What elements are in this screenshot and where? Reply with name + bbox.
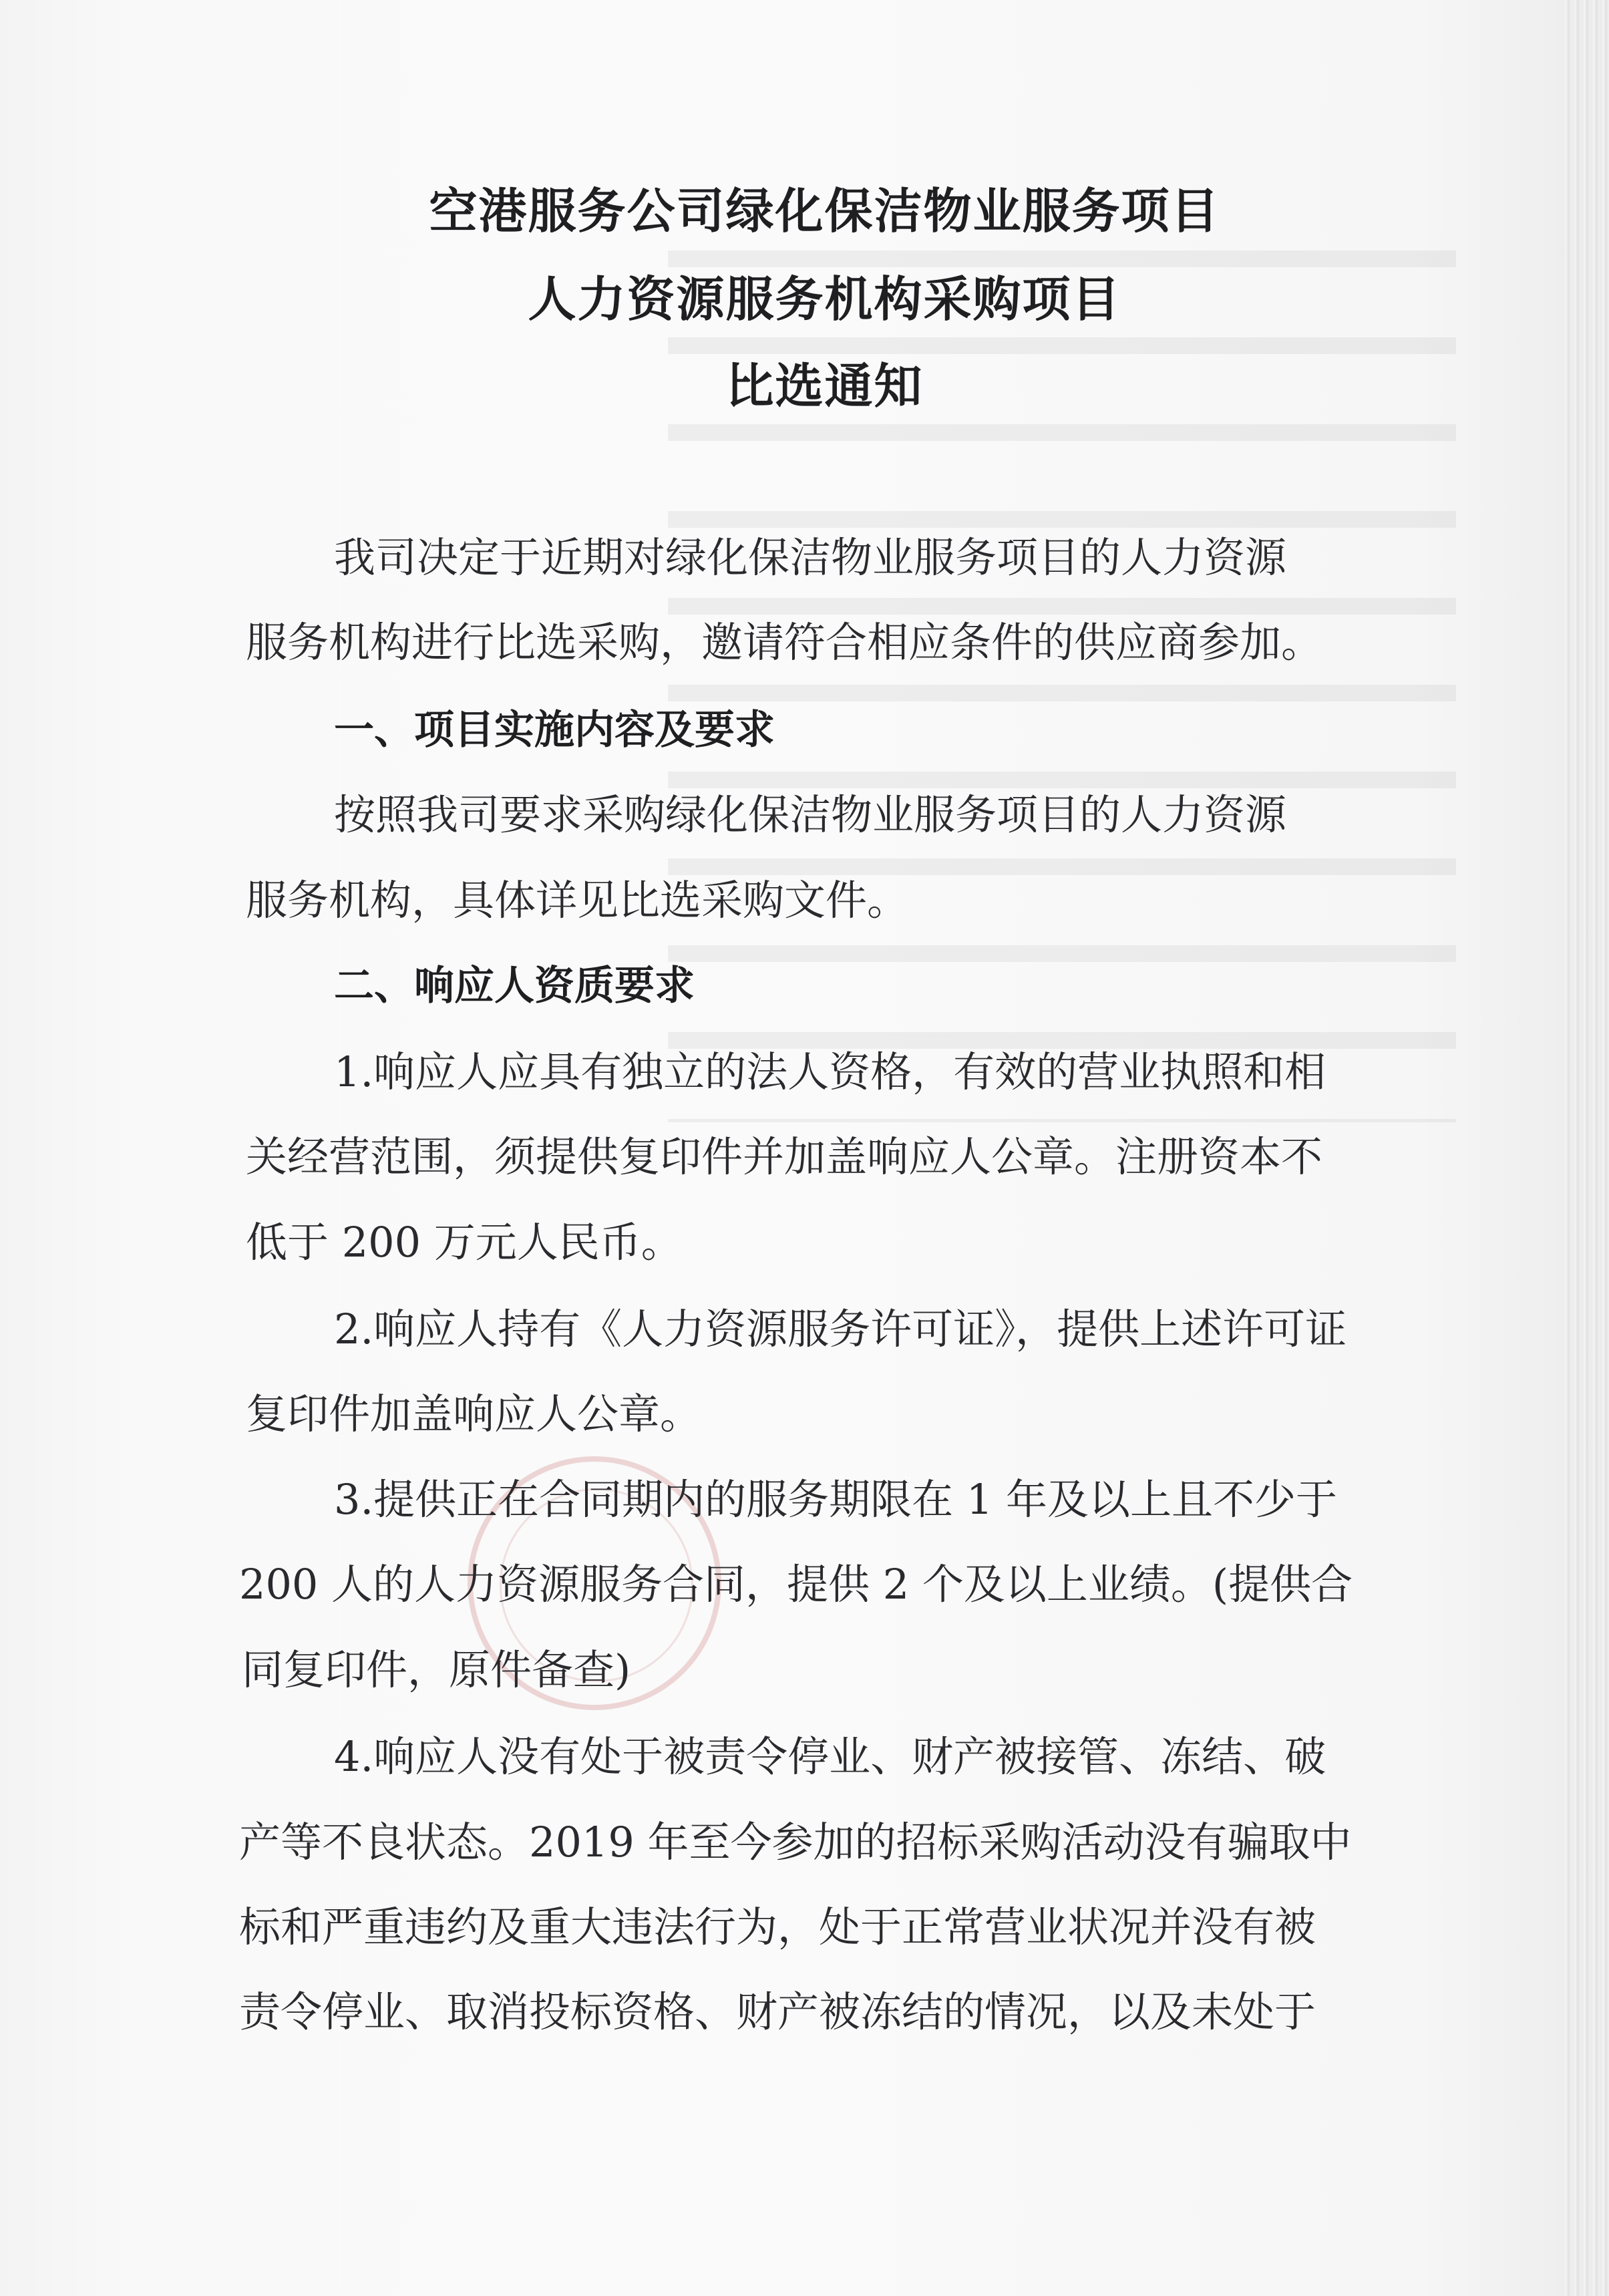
item-2-line-2: 复印件加盖响应人公章。 xyxy=(246,1389,702,1438)
item-1-line-2: 关经营范围，须提供复印件并加盖响应人公章。注册资本不 xyxy=(246,1132,1323,1181)
title-line-2: 人力资源服务机构采购项目 xyxy=(528,271,1121,327)
item-4-line-4: 责令停业、取消投标资格、财产被冻结的情况，以及未处于 xyxy=(239,1987,1316,2036)
item-1-line-1: 1.响应人应具有独立的法人资格，有效的营业执照和相 xyxy=(334,1047,1326,1096)
title-line-3: 比选通知 xyxy=(725,358,924,414)
intro-line-2: 服务机构进行比选采购，邀请符合相应条件的供应商参加。 xyxy=(246,618,1323,667)
item-1-line-3: 低于 200 万元人民币。 xyxy=(246,1218,683,1267)
item-3-line-3: 同复印件，原件备查) xyxy=(242,1645,631,1694)
item-2-line-1: 2.响应人持有《人力资源服务许可证》，提供上述许可证 xyxy=(334,1305,1347,1353)
section-1-line-1: 按照我司要求采购绿化保洁物业服务项目的人力资源 xyxy=(334,790,1287,839)
item-4-line-2: 产等不良状态。2019 年至今参加的招标采购活动没有骗取中 xyxy=(239,1818,1352,1866)
scan-edge xyxy=(1562,0,1609,2296)
title-line-1: 空港服务公司绿化保洁物业服务项目 xyxy=(429,183,1220,239)
intro-line-1: 我司决定于近期对绿化保洁物业服务项目的人力资源 xyxy=(334,533,1287,582)
section-1-heading: 一、项目实施内容及要求 xyxy=(334,707,775,754)
item-3-line-2: 200 人的人力资源服务合同，提供 2 个及以上业绩。(提供合 xyxy=(239,1560,1353,1609)
item-4-line-1: 4.响应人没有处于被责令停业、财产被接管、冻结、破 xyxy=(334,1732,1326,1781)
section-1-line-2: 服务机构，具体详见比选采购文件。 xyxy=(246,876,909,925)
item-3-line-1: 3.提供正在合同期内的服务期限在 1 年及以上且不少于 xyxy=(334,1475,1338,1524)
section-2-heading: 二、响应人资质要求 xyxy=(334,963,695,1009)
item-4-line-3: 标和严重违约及重大违法行为，处于正常营业状况并没有被 xyxy=(239,1903,1316,1951)
